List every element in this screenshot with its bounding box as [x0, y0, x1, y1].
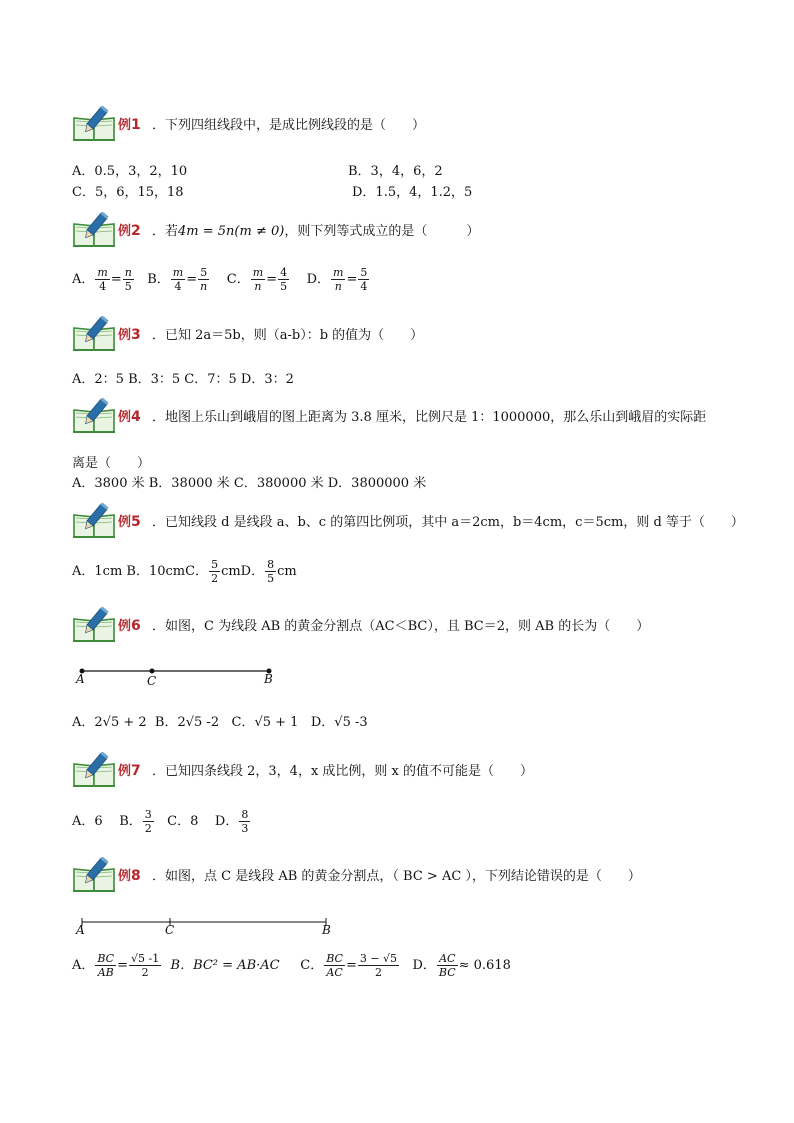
option-a: A．0.5，3，2，10 — [72, 164, 188, 179]
label-a: A — [76, 672, 85, 686]
label-c: C — [165, 923, 175, 937]
example-label: 例3 — [118, 327, 141, 343]
label-b: B — [322, 923, 331, 937]
label-c: C — [147, 674, 157, 688]
book-pencil-icon — [72, 503, 118, 539]
example-6-question: ．如图，C 为线段 AB 的黄金分割点（AC＜BC），且 BC＝2，则 AB 的长为（ ） — [152, 619, 650, 634]
example-4-options: A．3800 米 B．38000 米 C．380000 米 D．3800000 米 — [72, 476, 427, 491]
example-2-header — [72, 212, 772, 250]
book-pencil-icon — [72, 106, 118, 142]
example-6-header — [72, 607, 772, 645]
example-5-header — [72, 503, 772, 541]
example-7-header — [72, 752, 772, 790]
segment-diagram-6 — [70, 665, 290, 689]
example-4-question-cont: 离是（ ） — [72, 456, 151, 471]
example-label: 例5 — [118, 514, 141, 530]
example-7-question: ．已知四条线段 2，3，4，x 成比例，则 x 的值不可能是（ ） — [152, 764, 534, 779]
example-2-options: A． $\frac{m}{4}$ = $\frac{n}{5}$ B． $\frac{m}{4}$ = $\frac{5}{n}$ C． $\frac{m}{n}$ = $\frac{4}{5}$ D． $\frac{m}{n}$ = $\frac{5}{4}$ — [72, 266, 368, 293]
example-label: 例8 — [118, 868, 141, 884]
example-label: 例2 — [118, 223, 141, 239]
example-1-header — [72, 106, 772, 144]
example-5-options: A．1cm B．10cmC． $\frac{5}{2}$ cmD． $\frac{8}{5}$ cm — [72, 558, 297, 585]
example-1-question: ．下列四组线段中，是成比例线段的是（ ） — [152, 118, 426, 133]
book-pencil-icon — [72, 607, 118, 643]
example-label: 例6 — [118, 618, 141, 634]
example-7-options: A．6 B． $\frac{3}{2}$ C．8 D． $\frac{8}{3}$ — [72, 808, 249, 835]
option-b: B．3，4，6，2 — [348, 164, 443, 179]
example-8-header — [72, 857, 772, 895]
point-c — [150, 669, 155, 674]
example-4-header — [72, 398, 772, 436]
example-8-question: ．如图，点 C 是线段 AB 的黄金分割点，（ BC > AC ），下列结论错误的是（ ） — [152, 869, 641, 884]
example-label: 例7 — [118, 763, 141, 779]
book-pencil-icon — [72, 398, 118, 434]
example-3-options: A．2：5 B．3：5 C．7：5 D．3：2 — [72, 372, 294, 387]
example-5-question: ．已知线段 d 是线段 a、b、c 的第四比例项，其中 a＝2cm，b＝4cm，c＝5cm，则 d 等于（ ） — [152, 515, 744, 530]
example-label: 例1 — [118, 117, 141, 133]
segment-diagram-8 — [70, 916, 340, 930]
example-label: 例4 — [118, 409, 141, 425]
label-b: B — [264, 672, 273, 686]
book-pencil-icon — [72, 857, 118, 893]
option-d: D．1.5，4，1.2，5 — [352, 185, 473, 200]
example-8-options: A． $\frac{BC}{AB}$ = $\frac{√5 -1}{2}$ B．BC² = AB·AC C． $\frac{BC}{AC}$ = $\frac{3 - √5}{2}$ D． $\frac{AC}{BC}$ ≈ 0.618 — [72, 952, 511, 979]
example-2-question: ．若4m = 5n(m ≠ 0)，则下列等式成立的是（ ） — [152, 224, 480, 239]
option-c: C．5，6，15，18 — [72, 185, 184, 200]
example-3-header — [72, 316, 772, 354]
example-4-question: ．地图上乐山到峨眉的图上距离为 3.8 厘米，比例尺是 1：1000000，那么乐山到峨眉的实际距 — [152, 410, 707, 425]
example-6-options: A．2√5 + 2 B．2√5 -2 C．√5 + 1 D．√5 -3 — [72, 715, 368, 730]
label-a: A — [76, 923, 85, 937]
book-pencil-icon — [72, 316, 118, 352]
book-pencil-icon — [72, 752, 118, 788]
book-pencil-icon — [72, 212, 118, 248]
example-3-question: ．已知 2a＝5b，则（a-b）：b 的值为（ ） — [152, 328, 424, 343]
